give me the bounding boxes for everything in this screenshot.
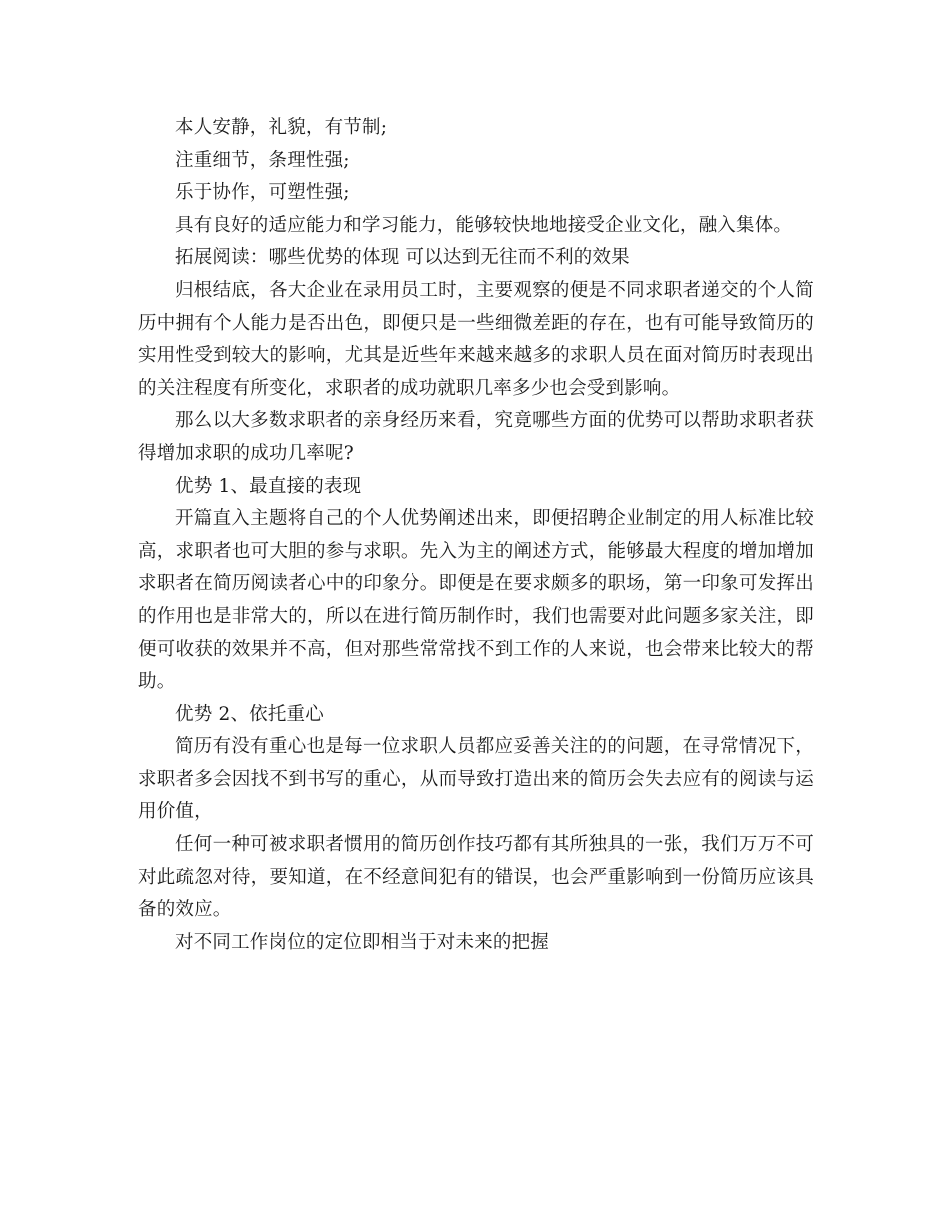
- paragraph-trait-quiet: 本人安静，礼貌，有节制;: [175, 117, 388, 138]
- paragraph-question: 那么以大多数求职者的亲身经历来看，究竟哪些方面的优势可以帮助求职者获得增加求职的成功几率呢?: [138, 410, 814, 464]
- paragraph-advantage-1-heading: 优势 1、最直接的表现: [175, 475, 362, 497]
- paragraph-intro: 归根结底，各大企业在录用员工时，主要观察的便是不同求职者递交的个人简历中拥有个人能力是否出色，即便只是一些细微差距的存在，也有可能导致简历的实用性受到较大的影响，尤其是近些年来越来越多的求职人员在面对简历时表现出的关注程度有所变化，求职者的成功就职几率多少也会受到影响。: [138, 279, 814, 399]
- paragraph-trait-adaptability: 具有良好的适应能力和学习能力，能够较快地地接受企业文化，融入集体。: [175, 214, 793, 236]
- paragraph-trait-detail: 注重细节，条理性强;: [175, 149, 350, 171]
- document-body: [138, 112, 814, 959]
- paragraph-advantage-2-body: 简历有没有重心也是每一位求职人员都应妥善关注的的问题，在寻常情况下，求职者多会因找不到书写的重心，从而导致打造出来的简历会失去应有的阅读与运用价值，: [138, 736, 814, 823]
- paragraph-advantage-1-body: 开篇直入主题将自己的个人优势阐述出来，即便招聘企业制定的用人标准比较高，求职者也可大胆的参与求职。先入为主的阐述方式，能够最大程度的增加增加求职者在简历阅读者心中的印象分。即便是在要求颇多的职场，第一印象可发挥出的作用也是非常大的，所以在进行简历制作时，我们也需要对此问题多家关注，即便可收获的效果并不高，但对那些常常找不到工作的人来说，也会带来比较大的帮助。: [138, 508, 814, 693]
- paragraph-trait-cooperation: 乐于协作，可塑性强;: [175, 182, 350, 204]
- paragraph-advantage-2-heading: 优势 2、依托重心: [175, 703, 324, 725]
- paragraph-extended-reading-heading: 拓展阅读：哪些优势的体现 可以达到无往而不利的效果: [175, 247, 630, 269]
- paragraph-positioning: 对不同工作岗位的定位即相当于对未来的把握: [175, 931, 550, 953]
- paragraph-advantage-2-technique: 任何一种可被求职者惯用的简历创作技巧都有其所独具的一张，我们万万不可对此疏忽对待，要知道，在不经意间犯有的错误，也会严重影响到一份简历应该具备的效应。: [138, 834, 814, 921]
